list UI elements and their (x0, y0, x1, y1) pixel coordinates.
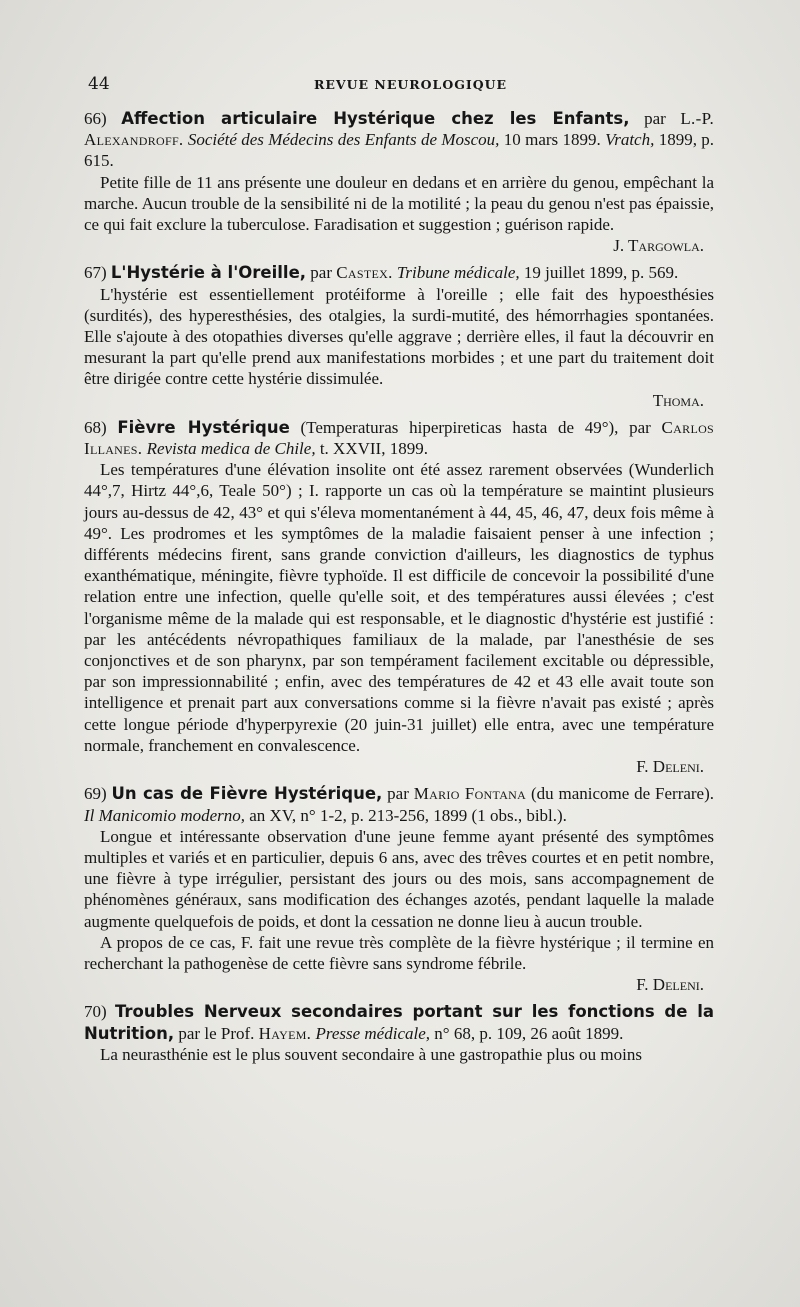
entry-source: Revista medica de Chile, (146, 439, 316, 459)
entry-source: Il Manicomio moderno, (84, 805, 246, 825)
entry-paragraph: Longue et intéressante observation d'une jeune femme ayant présenté des symptômes multiples et variés et en particulier, depuis 6 ans, avec des trêves courtes et en petit nombre, une fièvre à type irrégulier, persistant des jours ou des mois, sans accompagnement de phénomènes généraux, sans modification des échanges azotés, pendant laquelle la malade augmente quelquefois de poids, et dont la cessation ne donne lieu à aucun trouble. (84, 826, 714, 931)
entry-title: Un cas de Fièvre Hystérique, (111, 784, 383, 804)
entry-paragraph: La neurasthénie est le plus souvent secondaire à une gastropathie plus ou moins (100, 1044, 642, 1064)
entry-source-2: Vratch, (605, 130, 655, 150)
running-title: REVUE NEUROLOGIQUE (314, 77, 508, 92)
entry-66 (84, 108, 714, 256)
entry-paragraph: Les températures d'une élévation insolite ont été assez rarement observées (Wunderlich 44°,7, Hirtz 44°,6, Teale 50°) ; I. rapporte un cas où la température se maintint plusieurs jours au-dessus de 42, 43° et qui s'éleva momentanément à 44, 45, 46, 47, deux fois même à 49°. Les prodromes et les symptômes de la maladie faisaient penser à une infection ; différents médecins firent, sans grande conviction d'ailleurs, les diagnostics de typhus exanthématique, méningite, fièvre typhoïde. Il est difficile de concevoir la possibilité d'une relation entre une infection, quelle qu'elle soit, et des températures aussi élevées ; c'est l'organisme même de la malade qui est responsable, et le diagnostic d'hystérie est justifié : par les antécédents névropathiques familiaux de la malade, par l'anesthésie de ses conjonctives et de son pharynx, par son tempérament facilement excitable ou dépressible, par son impressionnabilité ; enfin, avec des températures de 42 et 43 elle avait toute son intelligence et prenait part aux conversations comme si la fièvre n'avait pas existé ; après cette longue période d'hyperpyrexie (20 juin-31 juillet) elle entra, avec une température normale, franchement en convalescence. (84, 460, 714, 755)
entry-author: Hayem. (258, 1023, 312, 1043)
entry-heading: 68) Fièvre Hystérique (Temperaturas hiperpireticas hasta de 49°), par Carlos Illanes. Revista medica de Chile, t. XXVII, 1899. (84, 417, 715, 459)
entry-signature: Thoma. (652, 390, 704, 410)
entry-source: Tribune médicale, (396, 263, 520, 283)
article-body (84, 108, 714, 1071)
entry-title: Affection articulaire Hystérique chez les Enfants, (121, 109, 630, 128)
entry-signature: J. Targowla. (613, 236, 704, 256)
page-header (88, 74, 716, 98)
entry-author: Mario Fontana (413, 784, 527, 804)
entry-paragraph: L'hystérie est essentiellement protéiforme à l'oreille ; elle fait des hypoesthésies (surdités), des hyperesthésies, des otalgies, la surdi-mutité, des hémorrhagies spontanées. Elle s'ajoute à des otopathies diverses qu'elle aggrave ; derrière elles, il faut la découvrir en mesurant la part qu'elle prend aux manifestations morbides ; et une part du traitement doit être dirigée contre cette hystérie dissimulée. (84, 284, 714, 389)
entry-author: Castex. (336, 263, 393, 283)
entry-source: Société des Médecins des Enfants de Moscou, (187, 130, 500, 150)
page-number: 44 (88, 74, 110, 94)
entry-heading: 66) Affection articulaire Hystérique chez les Enfants, par L.-P. Alexandroff. Société des Médecins des Enfants de Moscou, 10 mars 1899. Vratch, 1899, p. 615. (84, 109, 715, 171)
entry-heading: 67) L'Hystérie à l'Oreille, par Castex. Tribune médicale, 19 juillet 1899, p. 569. (84, 263, 679, 283)
entry-title: Troubles Nerveux secondaires portant sur les fonctions de la Nutrition, (84, 1002, 714, 1043)
entry-author: L.-P. Alexandroff. (84, 109, 714, 150)
entry-69 (84, 783, 714, 995)
entry-paragraph: A propos de ce cas, F. fait une revue très complète de la fièvre hystérique ; il termine en recherchant la pathogenèse de cette fièvre sans syndrome fébrile. (84, 932, 714, 973)
entry-67 (84, 262, 714, 410)
entry-signature: F. Deleni. (636, 757, 704, 777)
entry-70 (84, 1001, 714, 1065)
entry-title: L'Hystérie à l'Oreille, (110, 263, 307, 283)
entry-heading: 69) Un cas de Fièvre Hystérique, par Mario Fontana (du manicome de Ferrare). Il Manicomio moderno, an XV, n° 1-2, p. 213-256, 1899 (1 obs., bibl.). (84, 784, 715, 825)
entry-source: Presse médicale, (315, 1023, 431, 1043)
entry-title: Fièvre Hystérique (117, 417, 290, 437)
entry-paragraph: Petite fille de 11 ans présente une douleur en dedans et en arrière du genou, empêchant la marche. Aucun trouble de la sensibilité ni de la motilité ; la peau du genou n'est pas épaissie, ce qui fait exclure la tuberculose. Faradisation et suggestion ; guérison rapide. (84, 172, 714, 235)
entry-heading: 70) Troubles Nerveux secondaires portant sur les fonctions de la Nutrition, par le Prof. Hayem. Presse médicale, n° 68, p. 109, 26 août 1899. (84, 1002, 714, 1043)
entry-author: Carlos Illanes. (84, 417, 715, 459)
entry-signature: F. Deleni. (636, 975, 704, 995)
entry-68 (84, 417, 714, 777)
